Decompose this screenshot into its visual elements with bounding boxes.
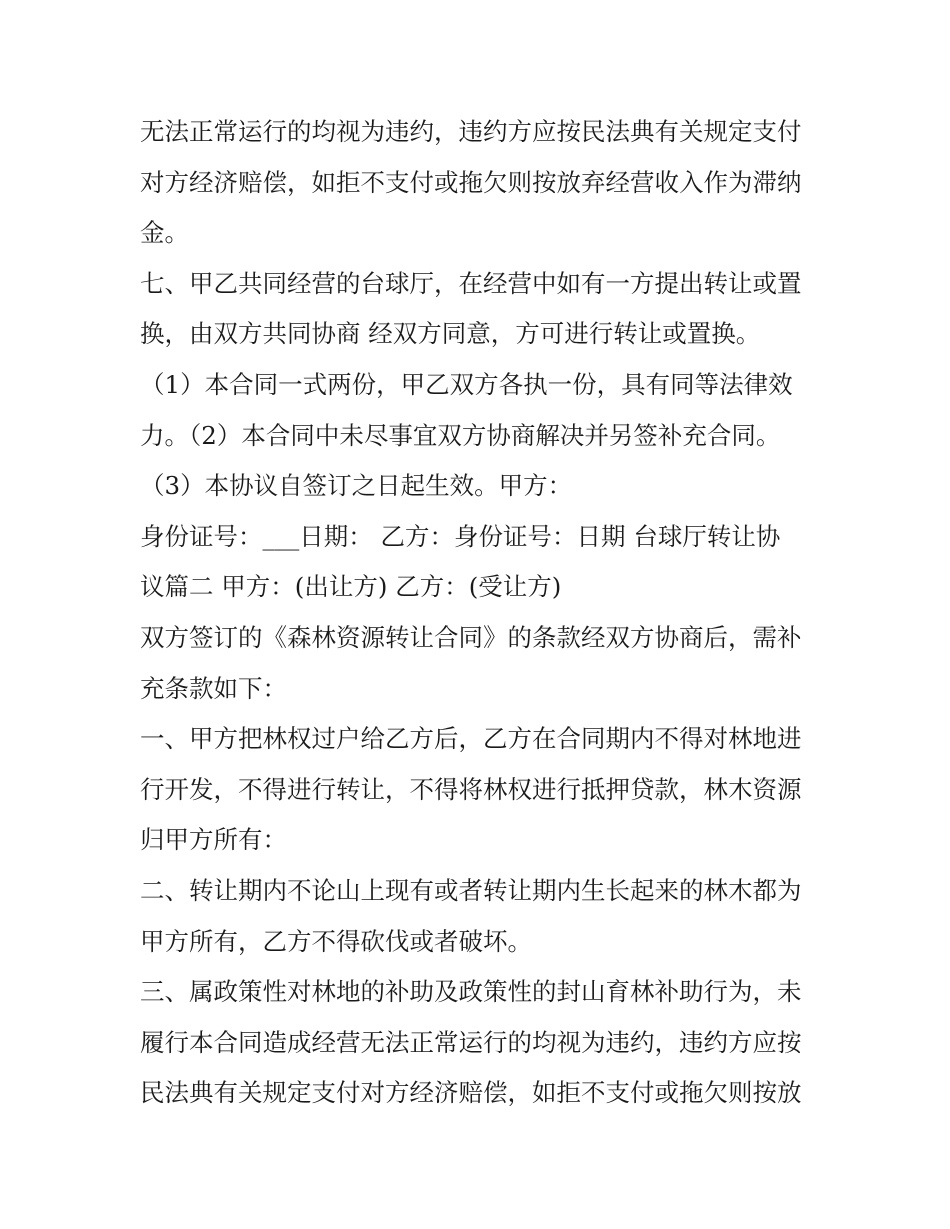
text-line-16: 二、转让期内不论山上现有或者转让期内生长起来的林木都为 [140, 875, 802, 905]
text-line-10: 议篇二 甲方：(出让方) 乙方：(受让方) [140, 572, 562, 602]
text-line-11: 双方签订的《森林资源转让合同》的条款经双方协商后，需补 [140, 622, 802, 652]
text-line-12: 充条款如下： [140, 673, 287, 703]
text-line-8: （3）本协议自签订之日起生效。甲方： [140, 471, 573, 501]
text-line-3: 金。 [140, 218, 189, 248]
text-line-7: 力。（2）本合同中未尽事宜双方协商解决并另签补充合同。 [140, 420, 781, 450]
text-line-13: 一、甲方把林权过户给乙方后，乙方在合同期内不得对林地进 [140, 724, 802, 754]
text-line-2: 对方经济赔偿，如拒不支付或拖欠则按放弃经营收入作为滞纳 [140, 167, 802, 197]
text-line-18: 三、属政策性对林地的补助及政策性的封山育林补助行为，未 [140, 977, 802, 1007]
text-line-19: 履行本合同造成经营无法正常运行的均视为违约，违约方应按 [140, 1027, 802, 1057]
document-body [140, 107, 820, 1119]
text-line-17: 甲方所有，乙方不得砍伐或者破坏。 [140, 926, 532, 956]
text-line-6: （1）本合同一式两份，甲乙双方各执一份，具有同等法律效 [140, 369, 793, 399]
text-line-14: 行开发，不得进行转让，不得将林权进行抵押贷款，林木资源 [140, 774, 802, 804]
text-line-5: 换，由双方共同协商 经双方同意，方可进行转让或置换。 [140, 319, 761, 349]
text-line-4: 七、甲乙共同经营的台球厅，在经营中如有一方提出转让或置 [140, 268, 802, 298]
text-line-1: 无法正常运行的均视为违约，违约方应按民法典有关规定支付 [140, 117, 802, 146]
text-line-20: 民法典有关规定支付对方经济赔偿，如拒不支付或拖欠则按放 [140, 1078, 802, 1108]
text-line-9: 身份证号：___日期： 乙方：身份证号：日期 台球厅转让协 [140, 521, 781, 551]
text-line-15: 归甲方所有： [140, 825, 287, 855]
